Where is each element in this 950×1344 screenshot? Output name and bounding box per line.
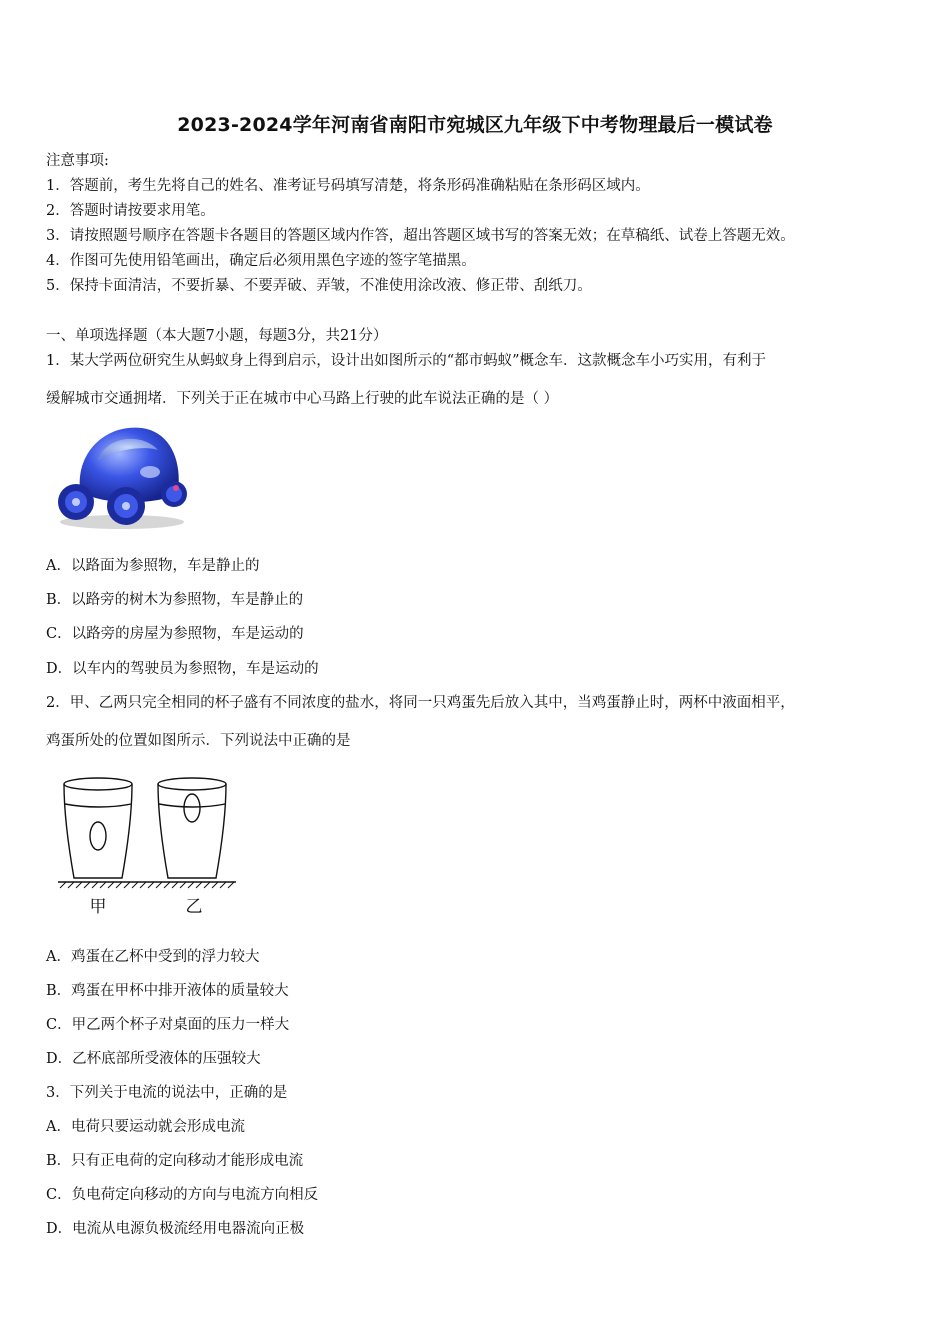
page-title: 2023-2024学年河南省南阳市宛城区九年级下中考物理最后一模试卷 bbox=[177, 114, 773, 136]
question-3-option-d: D．电流从电源负极流经用电器流向正极 bbox=[46, 1221, 305, 1237]
question-1-stem-line2: 缓解城市交通拥堵．下列关于正在城市中心马路上行驶的此车说法正确的是（ ） bbox=[46, 391, 559, 407]
notice-heading: 注意事项: bbox=[46, 153, 109, 169]
cup-yi-liquid-surface bbox=[159, 804, 225, 807]
ant-car-illustration bbox=[50, 420, 192, 532]
question-2-option-b: B．鸡蛋在甲杯中排开液体的质量较大 bbox=[46, 983, 289, 999]
cup-yi bbox=[158, 778, 226, 878]
car-wheel-front-hub bbox=[122, 502, 130, 510]
question-2-stem-line1: 2．甲、乙两只完全相同的杯子盛有不同浓度的盐水，将同一只鸡蛋先后放入其中，当鸡蛋静止时，两杯中液面相平， bbox=[46, 695, 795, 711]
notice-item-3: 3．请按照题号顺序在答题卡各题目的答题区域内作答，超出答题区域书写的答案无效；在草稿纸、试卷上答题无效。 bbox=[46, 228, 795, 244]
cup-jia-liquid-surface bbox=[65, 804, 131, 807]
section-heading: 一、单项选择题（本大题7小题，每题3分，共21分） bbox=[46, 328, 388, 344]
question-2-option-a: A．鸡蛋在乙杯中受到的浮力较大 bbox=[46, 949, 260, 965]
question-3-stem: 3．下列关于电流的说法中，正确的是 bbox=[46, 1085, 288, 1101]
cup-jia bbox=[64, 778, 132, 878]
notice-item-1: 1．答题前，考生先将自己的姓名、准考证号码填写清楚，将条形码准确粘贴在条形码区域内。 bbox=[46, 178, 650, 194]
egg-in-jia bbox=[90, 822, 106, 850]
figure-label-yi: 乙 bbox=[185, 897, 203, 917]
table-hatching bbox=[60, 882, 234, 888]
question-2-option-c: C．甲乙两个杯子对桌面的压力一样大 bbox=[46, 1017, 290, 1033]
question-3-option-c: C．负电荷定向移动的方向与电流方向相反 bbox=[46, 1187, 319, 1203]
question-1-option-d: D．以车内的驾驶员为参照物，车是运动的 bbox=[46, 661, 319, 677]
question-1-option-c: C．以路旁的房屋为参照物，车是运动的 bbox=[46, 626, 304, 642]
car-light bbox=[140, 466, 160, 478]
question-2-stem-line2: 鸡蛋所处的位置如图所示．下列说法中正确的是 bbox=[46, 733, 351, 749]
question-1-option-a: A．以路面为参照物，车是静止的 bbox=[46, 558, 260, 574]
notice-item-2: 2．答题时请按要求用笔。 bbox=[46, 203, 215, 219]
notice-item-5: 5．保持卡面清洁，不要折暴、不要弄破、弄皱，不准使用涂改液、修正带、刮纸刀。 bbox=[46, 278, 592, 294]
car-wheel-left-hub bbox=[72, 498, 80, 506]
question-1-option-b: B．以路旁的树木为参照物，车是静止的 bbox=[46, 592, 304, 608]
figure-label-jia: 甲 bbox=[89, 897, 107, 917]
question-2-option-d: D．乙杯底部所受液体的压强较大 bbox=[46, 1051, 261, 1067]
car-tail-light bbox=[173, 485, 179, 491]
question-3-option-a: A．电荷只要运动就会形成电流 bbox=[46, 1119, 245, 1135]
question-3-option-b: B．只有正电荷的定向移动才能形成电流 bbox=[46, 1153, 304, 1169]
egg-in-yi bbox=[184, 794, 200, 822]
two-cups-illustration bbox=[56, 774, 240, 918]
question-1-stem-line1: 1．某大学两位研究生从蚂蚁身上得到启示，设计出如图所示的“都市蚂蚁”概念车．这款概念车小巧实用，有利于 bbox=[46, 353, 767, 369]
notice-item-4: 4．作图可先使用铅笔画出，确定后必须用黑色字迹的签字笔描黑。 bbox=[46, 253, 476, 269]
